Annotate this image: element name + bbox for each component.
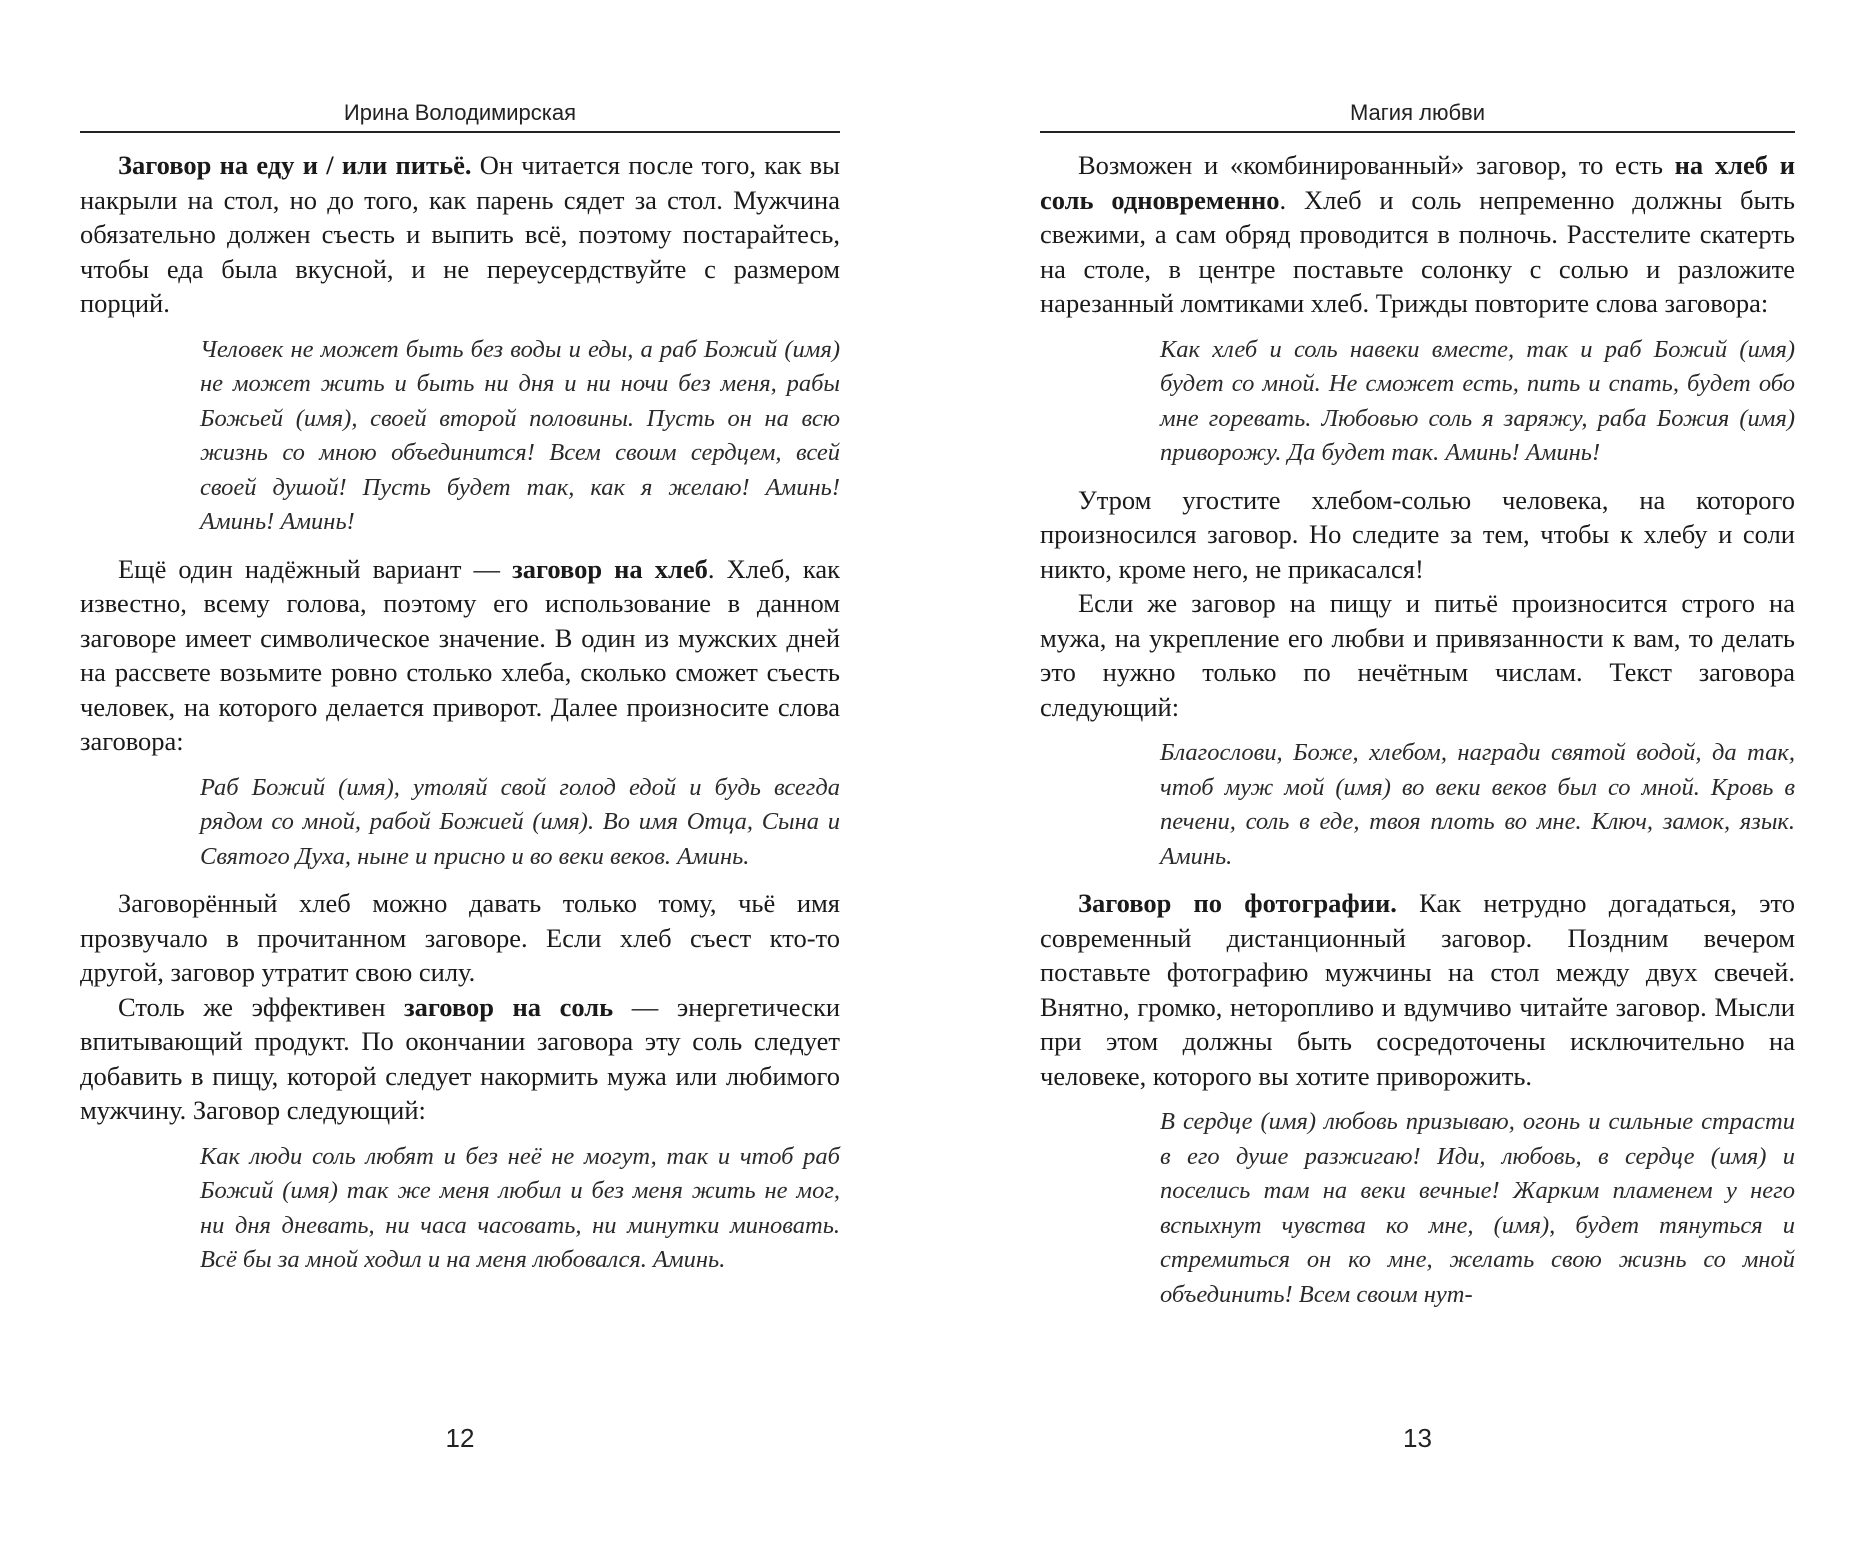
bold-term: заговор на соль (403, 991, 614, 1022)
bold-term: Заговор на еду и / или питьё. (118, 150, 472, 180)
header-rule (1040, 131, 1795, 133)
paragraph-text: Как нетрудно догадаться, это современный дистанционный заговор. Поздним вечером поставьте фотографию мужчины на стол между двух свечей. Внятно, громко, неторопливо и вдумчиво читайте заговор. Мысли при этом должны быть сосредоточены исключительно на человеке, которого вы хотите приворожить. (1040, 888, 1795, 1091)
paragraph-text: . Хлеб, как известно, всему голова, поэтому его использование в данном заговоре имеет символическое значение. В один из мужских дней на рассвете возьмите ровно столько хлеба, сколько сможет съесть человек, на которого делается приворот. Далее произносите слова заговора: (80, 553, 841, 756)
page-number: 12 (445, 1423, 475, 1453)
page-number: 13 (1403, 1423, 1432, 1453)
paragraph (1040, 148, 1795, 321)
paragraph (80, 552, 840, 759)
paragraph (80, 148, 840, 321)
incantation: Благослови, Боже, хлебом, награди святой водой, да так, чтоб муж мой (имя) во веки веков был со мной. Кровь в печени, соль в еде, твоя плоть во мне. Ключ, замок, язык. Аминь. (1160, 739, 1795, 870)
page-body (80, 148, 840, 1290)
running-head: Магия любви (1349, 100, 1486, 125)
bold-term: Заговор по фотографии. (1078, 888, 1397, 918)
incantation: В сердце (имя) любовь призываю, огонь и сильные страсти в его душе разжигаю! Иди, любовь, в сердце (имя) и поселись там на веки вечные! Жарким пламенем у него вспыхнут чувства ко мне, (имя), будет тянуться и стремиться он ко мне, желать свою жизнь со мной объединить! Всем своим нут- (1160, 1108, 1795, 1308)
paragraph: Если же заговор на пищу и питьё произносится строго на мужа, на укрепление его любви и привязанности к вам, то делать это нужно только по нечётным числам. Текст заговора следующий: (1040, 588, 1795, 722)
incantation: Как хлеб и соль навеки вместе, так и раб Божий (имя) будет со мной. Не сможет есть, пить и спать, будет обо мне горевать. Любовью соль я заряжу, раба Божия (имя) приворожу. Да будет так. Аминь! Аминь! (1160, 335, 1795, 466)
paragraph: Утром угостите хлебом-солью человека, на которого произносился заговор. Но следите за тем, чтобы к хлебу и соли никто, кроме него, не прикасался! (1040, 484, 1795, 584)
paragraph (80, 990, 840, 1128)
header-rule (80, 131, 840, 133)
paragraph-text: Он читается после того, как вы накрыли на стол, но до того, как парень сядет за стол. Мужчина обязательно должен съесть и выпить всё, поэтому постарайтесь, чтобы еда была вкусной, и не переусердствуйте с размером порций. (80, 150, 840, 318)
incantation: Как люди соль любят и без неё не могут, так и чтоб раб Божий (имя) так же меня любил и без меня жить не мог, ни дня дневать, ни часа часовать, ни минутки миновать. Всё бы за мной ходил и на меня любовался. Аминь. (200, 1142, 840, 1273)
incantation: Человек не может быть без воды и еды, а раб Божий (имя) не может жить и быть ни дня и ни ночи без меня, рабы Божьей (имя), своей второй половины. Пусть он на всю жизнь со мною объединится! Всем своим сердцем, всей своей душой! Пусть будет так, как я желаю! Аминь! Аминь! Аминь! (200, 335, 840, 535)
paragraph-text: Столь же эффективен (118, 991, 404, 1022)
incantation: Раб Божий (имя), утоляй свой голод едой и будь всегда рядом со мной, рабой Божией (имя). Во имя Отца, Сына и Святого Духа, ныне и присно и во веки веков. Аминь. (200, 773, 840, 870)
paragraph (1040, 886, 1795, 1093)
page-body (1040, 148, 1795, 1324)
paragraph-text: — энергетически впитывающий продукт. По окончании заговора эту соль следует добавить в пищу, которой следует накормить мужа или любимого мужчину. Заговор следующий: (80, 991, 840, 1125)
bold-term: на хлеб и соль одновременно (1040, 150, 1795, 215)
paragraph-text: Возможен и «комбинированный» заговор, то есть (1078, 150, 1675, 180)
paragraph-text: . Хлеб и соль непременно должны быть свежими, а сам обряд проводится в полночь. Расстелите скатерть на столе, в центре поставьте солонку с солью и разложите нарезанный ломтиками хлеб. Трижды повторите слова заговора: (1040, 184, 1795, 318)
paragraph: Заговорённый хлеб можно давать только тому, чьё имя прозвучало в прочитанном заговоре. Если хлеб съест кто-то другой, заговор утратит свою силу. (80, 888, 840, 987)
bold-term: заговор на хлеб (512, 553, 708, 584)
running-head: Ирина Володимирская (343, 100, 577, 125)
paragraph-text: Ещё один надёжный вариант — (118, 553, 513, 584)
